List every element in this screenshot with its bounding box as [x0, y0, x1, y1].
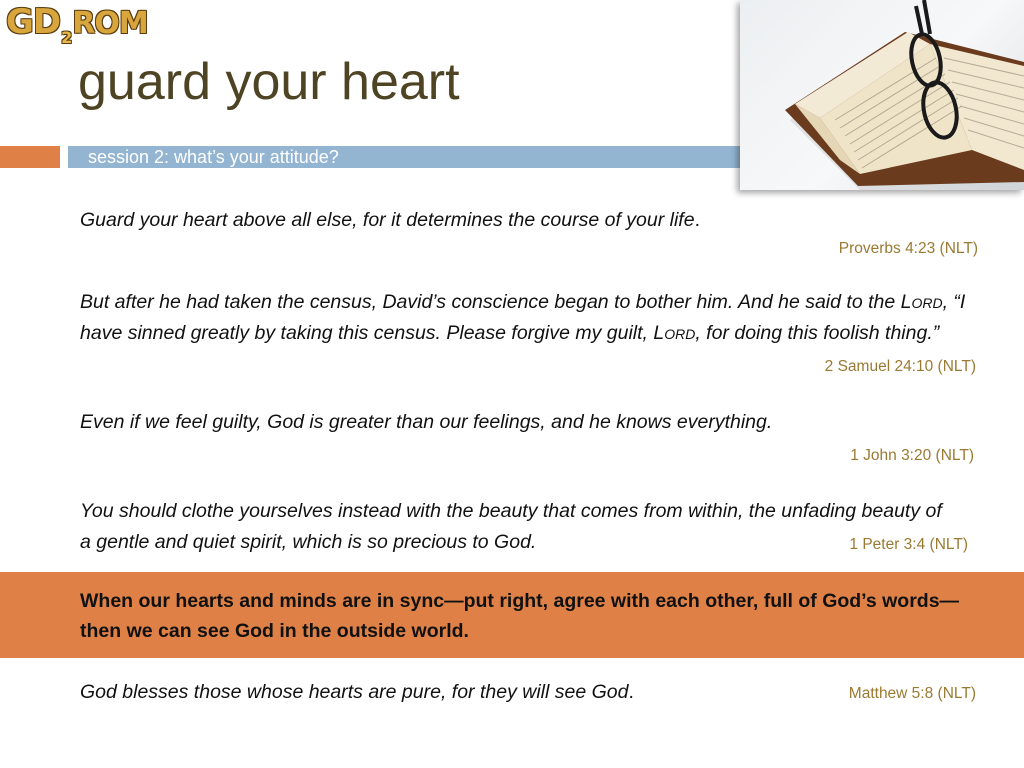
verse-matthew: God blesses those whose hearts are pure, for they will see God. [80, 681, 634, 703]
verse-1-peter: You should clothe yourselves instead with the beauty that comes from within, the unfading beauty of a gentle and quiet spirit, which is so precious to God. [80, 500, 942, 553]
bible-glasses-photo [740, 0, 1024, 190]
verse-1-john: Even if we feel guilty, God is greater than our feelings, and he knows everything. [80, 411, 773, 433]
ref-1-peter: 1 Peter 3:4 (NLT) [849, 536, 968, 553]
highlight-statement: When our hearts and minds are in sync—put right, agree with each other, full of God’s words—then we can see God in the outside world. [80, 590, 960, 642]
ref-2-samuel: 2 Samuel 24:10 (NLT) [824, 358, 976, 375]
accent-bar [0, 146, 60, 168]
verse-proverbs: Guard your heart above all else, for it determines the course of your life. [80, 209, 700, 231]
bible-image [740, 0, 1024, 190]
ref-1-john: 1 John 3:20 (NLT) [850, 447, 974, 464]
highlight-band [0, 572, 1024, 658]
ref-matthew: Matthew 5:8 (NLT) [848, 685, 976, 702]
verse-2-samuel: But after he had taken the census, David’s conscience began to bother him. And he said to the Lord, “I have sinned greatly by taking this census. Please forgive my guilt, Lord, for doing this foolish thing.” [80, 291, 966, 344]
session-subtitle: session 2: what’s your attitude? [68, 146, 744, 168]
page-title: guard your heart [78, 53, 460, 111]
ref-proverbs: Proverbs 4:23 (NLT) [838, 240, 978, 257]
gd2rom-logo: $GD_2ROM$ [6, 2, 148, 47]
